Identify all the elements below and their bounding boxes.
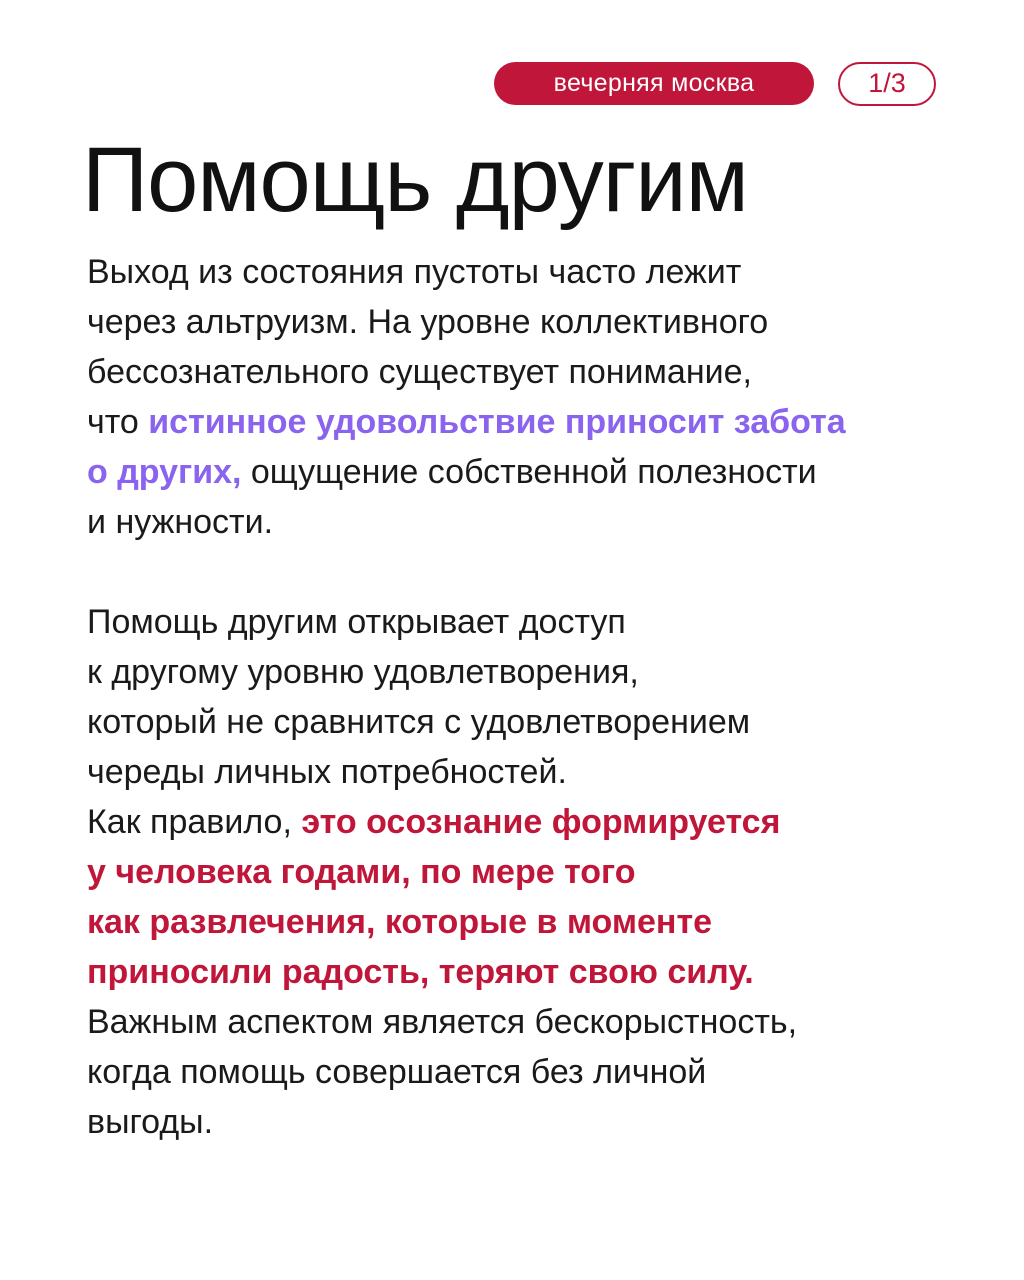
text-line: бессознательного существует понимание, [87,353,752,391]
highlight-red: как развлечения, которые в моменте [87,903,713,941]
brand-badge: вечерняя москва [494,62,814,105]
text-line: Помощь другим открывает доступ [87,603,626,641]
text-line: Как правило, [87,803,302,841]
text-line: ощущение собственной полезности [241,453,817,491]
highlight-red: это осознание формируется [301,803,781,841]
paragraph-2 [87,597,987,1147]
highlight-purple: истинное удовольствие приносит забота [148,403,846,441]
text-line: Выход из состояния пустоты часто лежит [87,253,742,291]
text-line: что [87,403,149,441]
article-body [87,247,987,1147]
text-line: который не сравнится с удовлетворением [87,703,751,741]
text-line: выгоды. [87,1103,214,1141]
paragraph-1 [87,247,987,547]
text-line: Важным аспектом является бескорыстность, [87,1003,798,1041]
text-line: череды личных потребностей. [87,753,567,791]
text-line: и нужности. [87,503,274,541]
highlight-red: у человека годами, по мере того [87,853,636,891]
paragraph-spacer [87,547,987,597]
highlight-purple: о других, [87,453,242,491]
page-counter: 1/3 [838,62,936,106]
text-line: когда помощь совершается без личной [87,1053,707,1091]
text-line: к другому уровню удовлетворения, [87,653,639,691]
page-title: Помощь другим [82,129,748,231]
text-line: через альтруизм. На уровне коллективного [87,303,769,341]
highlight-red: приносили радость, теряют свою силу. [87,953,754,991]
